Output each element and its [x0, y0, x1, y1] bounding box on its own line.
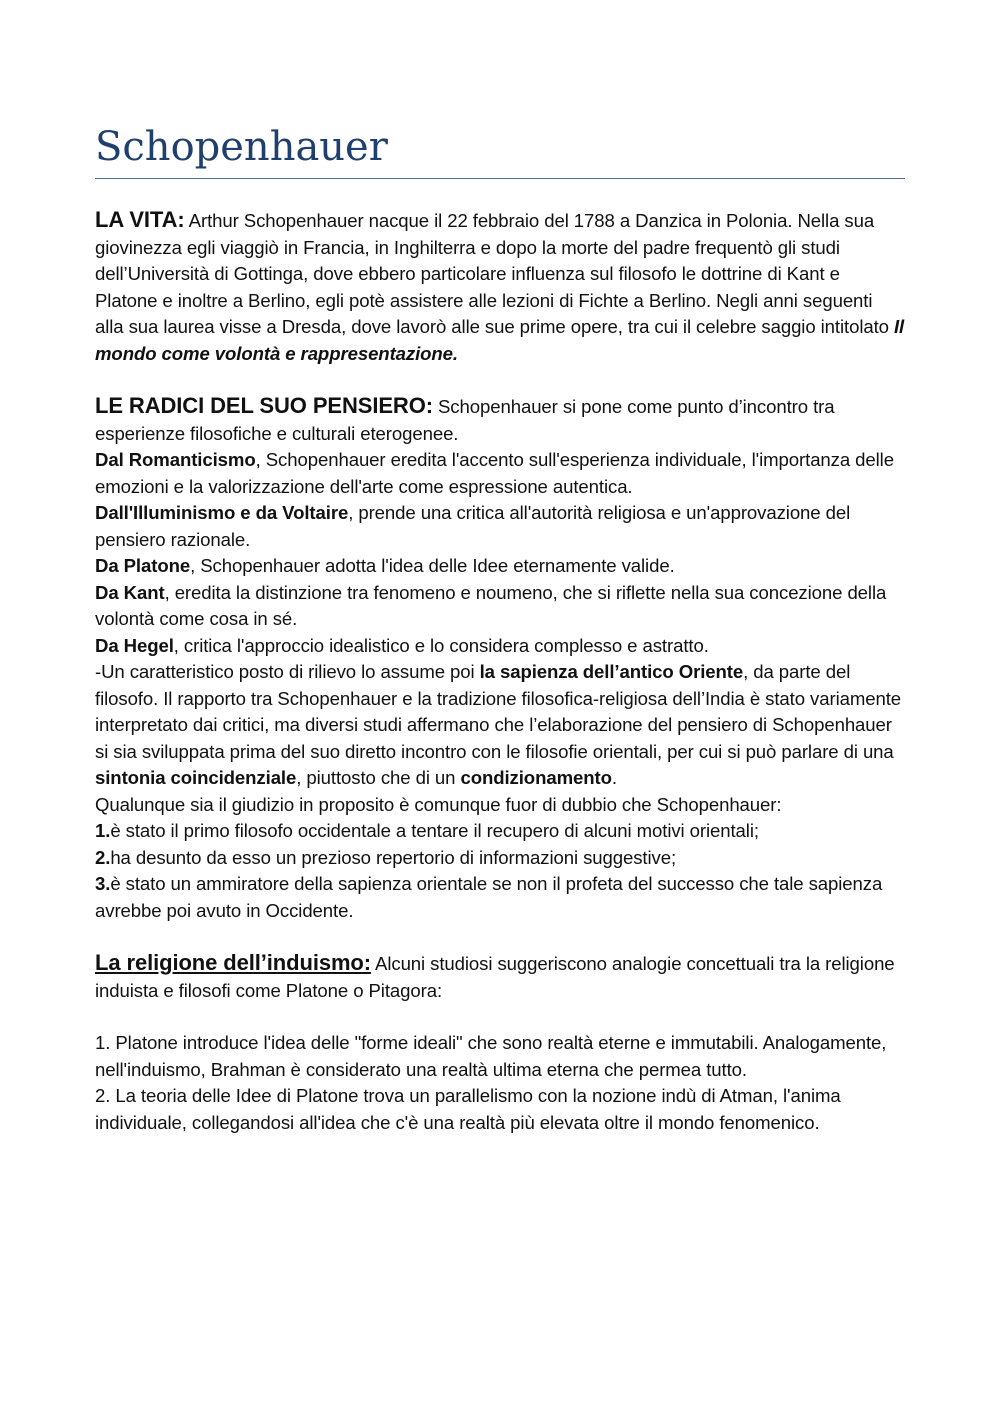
- giudizio-paragraph: Qualunque sia il giudizio in proposito è comunque fuor di dubbio che Schopenhauer:: [95, 793, 782, 815]
- oriente-bold: la sapienza dell’antico Oriente: [479, 661, 744, 682]
- romanticismo-label: Dal Romanticismo: [95, 449, 256, 470]
- induismo-intro: Alcuni studiosi suggeriscono analogie concettuali tra la religione induista e filosofi come Platone o Pitagora:: [95, 953, 895, 1001]
- radici-intro: Schopenhauer si pone come punto d’incontro tra esperienze filosofiche e culturali eterogenee.: [95, 396, 835, 444]
- platone-text: , Schopenhauer adotta l'idea delle Idee eternamente valide.: [190, 555, 675, 576]
- point-item: [95, 845, 905, 872]
- induismo-item-1: 1. Platone introduce l'idea delle "forme ideali" che sono realtà eterne e immutabili. Analogamente, nell'induismo, Brahman è considerato una realtà ultima eterna che permea tutto.: [95, 1032, 887, 1080]
- sintonia-bold: sintonia coincidenziale: [95, 767, 297, 788]
- point-text: è stato un ammiratore della sapienza orientale se non il profeta del successo che tale sapienza avrebbe poi avuto in Occidente.: [95, 873, 883, 921]
- radici-heading: LE RADICI DEL SUO PENSIERO:: [95, 393, 433, 418]
- point-item: [95, 871, 905, 924]
- platone-label: Da Platone: [95, 555, 191, 576]
- point-item: [95, 818, 905, 845]
- induismo-heading: La religione dell’induismo:: [95, 950, 371, 975]
- point-text: è stato il primo filosofo occidentale a tentare il recupero di alcuni motivi orientali;: [110, 820, 759, 841]
- illuminismo-text: , prende una critica all'autorità religiosa e un'approvazione del pensiero razionale.: [95, 502, 851, 550]
- romanticismo-text: , Schopenhauer eredita l'accento sull'esperienza individuale, l'importanza delle emozioni e la valorizzazione dell'arte come espressione autentica.: [95, 449, 894, 497]
- hegel-text: , critica l'approccio idealistico e lo considera complesso e astratto.: [173, 634, 709, 656]
- oriente-pre: -Un caratteristico posto di rilievo lo assume poi: [95, 661, 480, 682]
- oriente-mid: , da parte del filosofo. Il rapporto tra Schopenhauer e la tradizione filosofica-religiosa dell’India è stato variamente interpretato dai critici, ma diversi studi affermano che l’elaborazione del pensiero di Schopenhauer si sia sviluppata prima del suo diretto incontro con le filosofie orientali, per cui si può parlare di una: [95, 661, 902, 762]
- document-body: [95, 207, 905, 1136]
- oriente-end: .: [611, 767, 617, 788]
- document-page: [95, 118, 905, 1136]
- hegel-label: Da Hegel: [95, 634, 174, 656]
- oriente-mid2: , piuttosto che di un: [296, 767, 461, 788]
- document-title: Schopenhauer: [95, 118, 905, 179]
- illuminismo-label: Dall'Illuminismo e da Voltaire: [95, 502, 349, 523]
- kant-label: Da Kant: [95, 581, 165, 603]
- induismo-item-2: 2. La teoria delle Idee di Platone trova un parallelismo con la nozione indù di Atman, l'anima individuale, collegandosi all'idea che c'è una realtà più elevata oltre il mondo fenomenico.: [95, 1085, 841, 1133]
- platone-paragraph: [95, 553, 905, 580]
- kant-text: , eredita la distinzione tra fenomeno e noumeno, che si riflette nella sua concezione della volontà come cosa in sé.: [95, 581, 887, 629]
- spacer: [95, 924, 905, 950]
- romanticismo-paragraph: [95, 447, 905, 500]
- condizionamento-bold: condizionamento: [460, 767, 612, 788]
- vita-paragraph: [95, 207, 905, 367]
- illuminismo-paragraph: [95, 500, 905, 553]
- hegel-paragraph: [95, 633, 905, 660]
- vita-text: Arthur Schopenhauer nacque il 22 febbraio del 1788 a Danzica in Polonia. Nella sua giovinezza egli viaggiò in Francia, in Inghilterra e dopo la morte del padre frequentò gli studi dell’Università di Gottinga, dove ebbero particolare influenza sul filosofo le dottrine di Kant e Platone e inoltre a Berlino, egli potè assistere alle lezioni di Fichte a Berlino. Negli anni seguenti alla sua laurea visse a Dresda, dove lavorò alle sue prime opere, tra cui il celebre saggio intitolato: [95, 210, 894, 337]
- point-text: ha desunto da esso un prezioso repertorio di informazioni suggestive;: [110, 846, 677, 868]
- point-number: 2.: [95, 846, 111, 868]
- vita-work-title: Il mondo come volontà e rappresentazione.: [95, 316, 905, 364]
- spacer: [95, 367, 905, 393]
- radici-intro-paragraph: [95, 393, 905, 447]
- point-number: 1.: [95, 820, 111, 841]
- kant-paragraph: [95, 580, 905, 633]
- vita-heading: LA VITA:: [95, 207, 185, 232]
- point-number: 3.: [95, 873, 111, 894]
- spacer: [95, 1004, 905, 1030]
- induismo-intro-paragraph: [95, 950, 905, 1004]
- oriente-paragraph: [95, 659, 905, 792]
